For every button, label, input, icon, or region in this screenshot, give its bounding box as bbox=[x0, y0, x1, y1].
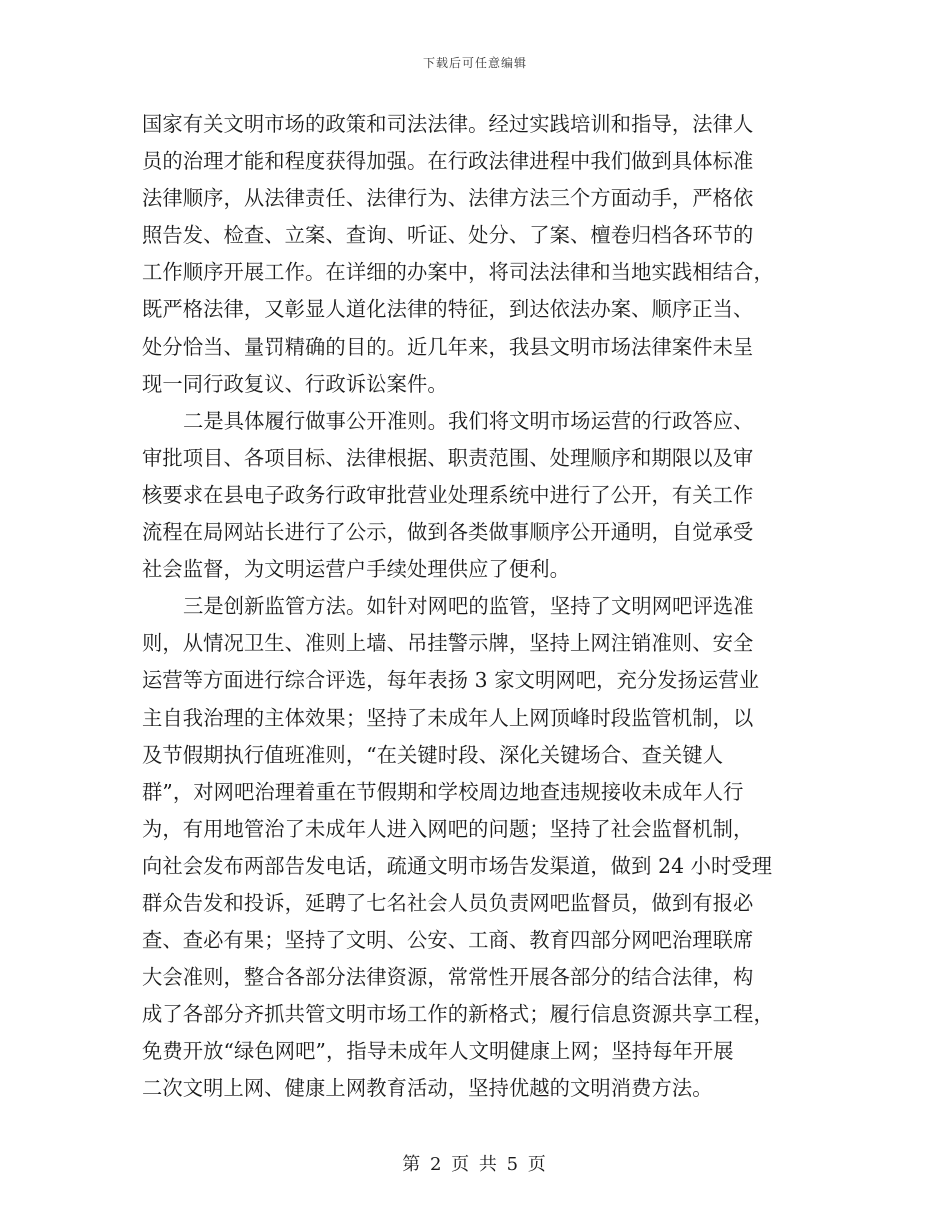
text-line: 国家有关文明市场的政策和司法法律。经过实践培训和指导，法律人 bbox=[142, 112, 754, 136]
text-line: 员的治理才能和程度获得加强。在行政法律进程中我们做到具体标准 bbox=[142, 149, 754, 174]
text-line: 查、查必有果；坚持了文明、公安、工商、教育四部分网吧治理联席 bbox=[142, 928, 754, 953]
text-line: 群”，对网吧治理着重在节假期和学校周边地查违规接收未成年人行 bbox=[142, 779, 744, 804]
text-line: 二是具体履行做事公开准则。我们将文明市场运营的行政答应、 bbox=[183, 408, 754, 433]
text-line: 现一同行政复议、行政诉讼案件。 bbox=[142, 371, 448, 396]
text-line: 处分恰当、量罚精确的目的。近几年来，我县文明市场法律案件未呈 bbox=[142, 334, 754, 359]
text-line: 主自我治理的主体效果；坚持了未成年人上网顶峰时段监管机制，以 bbox=[142, 705, 754, 730]
text-line: 运营等方面进行综合评选，每年表扬 3 家文明网吧，充分发扬运营业 bbox=[142, 668, 760, 693]
text-line: 向社会发布两部告发电话，疏通文明市场告发渠道，做到 24 小时受理 bbox=[142, 853, 773, 878]
page-number-footer: 第 2 页 共 5 页 bbox=[402, 1154, 548, 1175]
text-line: 成了各部分齐抓共管文明市场工作的新格式；履行信息资源共享工程， bbox=[142, 1002, 774, 1027]
page-header: 下载后可任意编辑 bbox=[422, 56, 527, 70]
text-line: 为，有用地管治了未成年人进入网吧的问题；坚持了社会监督机制， bbox=[142, 816, 754, 841]
text-line: 照告发、检查、立案、查询、听证、处分、了案、檀卷归档各环节的 bbox=[142, 223, 754, 248]
text-line: 社会监督，为文明运营户手续处理供应了便利。 bbox=[142, 557, 571, 582]
text-line: 法律顺序，从法律责任、法律行为、法律方法三个方面动手，严格依 bbox=[142, 186, 754, 211]
paragraph-2 bbox=[142, 403, 802, 588]
paragraph-1 bbox=[142, 106, 802, 403]
document-body bbox=[142, 106, 802, 1108]
text-line: 工作顺序开展工作。在详细的办案中，将司法法律和当地实践相结合， bbox=[142, 260, 774, 285]
text-line: 及节假期执行值班准则，“在关键时段、深化关键场合、查关键人 bbox=[142, 742, 724, 767]
text-line: 既严格法律，又彰显人道化法律的特征，到达依法办案、顺序正当、 bbox=[142, 297, 754, 322]
text-line: 审批项目、各项目标、法律根据、职责范围、处理顺序和期限以及审 bbox=[142, 445, 754, 470]
text-line: 免费开放“绿色网吧”，指导未成年人文明健康上网；坚持每年开展 bbox=[142, 1039, 734, 1064]
paragraph-3 bbox=[142, 588, 802, 1107]
text-line: 二次文明上网、健康上网教育活动，坚持优越的文明消费方法。 bbox=[142, 1076, 713, 1101]
text-line: 核要求在县电子政务行政审批营业处理系统中进行了公开，有关工作 bbox=[142, 482, 754, 507]
text-line: 则，从情况卫生、准则上墙、吊挂警示牌，坚持上网注销准则、安全 bbox=[142, 631, 754, 656]
text-line: 大会准则，整合各部分法律资源，常常性开展各部分的结合法律，构 bbox=[142, 965, 754, 990]
text-line: 三是创新监管方法。如针对网吧的监管，坚持了文明网吧评选准 bbox=[183, 594, 754, 619]
text-line: 流程在局网站长进行了公示，做到各类做事顺序公开通明，自觉承受 bbox=[142, 520, 754, 545]
text-line: 群众告发和投诉，延聘了七名社会人员负责网吧监督员，做到有报必 bbox=[142, 890, 754, 915]
